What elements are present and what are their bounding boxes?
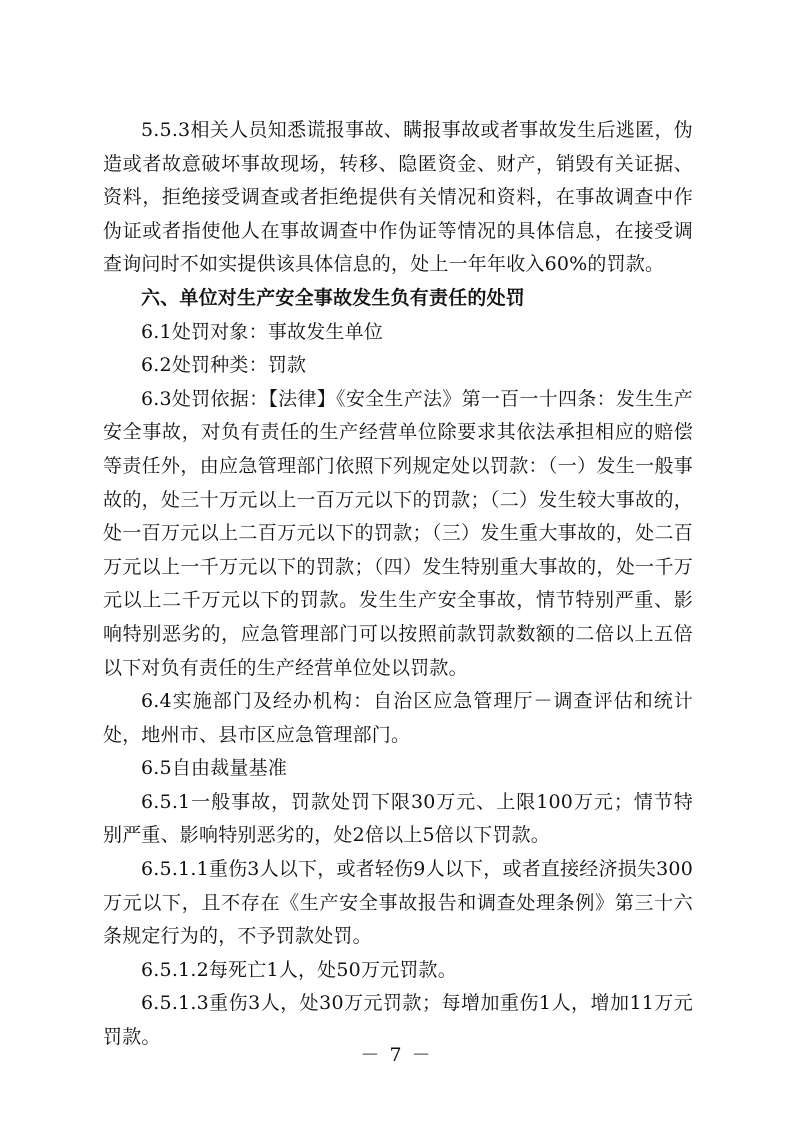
paragraph-6-5-1-2: 6.5.1.2每死亡1人，处50万元罚款。 xyxy=(141,958,457,981)
paragraph-6-4: 6.4实施部门及经办机构：自治区应急管理厅－调查评估和统计处，地州市、县市区应急管理部门。 xyxy=(103,690,693,746)
paragraph-6-1: 6.1处罚对象：事故发生单位 xyxy=(141,320,384,343)
paragraph-5-5-3: 5.5.3相关人员知悉谎报事故、瞒报事故或者事故发生后逃匿，伪造或者故意破坏事故现场，转移、隐匿资金、财产，销毁有关证据、资料，拒绝接受调查或者拒绝提供有关情况和资料，在事故调查中作伪证或者指使他人在事故调查中作伪证等情况的具体信息，在接受调查询问时不如实提供该具体信息的，处上一年年收入60%的罚款。 xyxy=(103,119,693,276)
paragraph-6-5-1-1: 6.5.1.1重伤3人以下，或者轻伤9人以下，或者直接经济损失300万元以下，且不存在《生产安全事故报告和调查处理条例》第三十六条规定行为的，不予罚款处罚。 xyxy=(103,858,693,948)
page-number: － 7 － xyxy=(360,1044,433,1066)
section-6-heading: 六、单位对生产安全事故发生负有责任的处罚 xyxy=(141,286,526,309)
paragraph-6-5-1-3: 6.5.1.3重伤3人，处30万元罚款；每增加重伤1人，增加11万元罚款。 xyxy=(103,992,693,1049)
paragraph-6-5: 6.5自由裁量基准 xyxy=(141,757,288,780)
paragraph-6-5-1: 6.5.1一般事故，罚款处罚下限30万元、上限100万元；情节特别严重、影响特别恶劣的，处2倍以上5倍以下罚款。 xyxy=(103,790,693,847)
paragraph-6-3: 6.3处罚依据：【法律】《安全生产法》第一百一十四条：发生生产安全事故，对负有责任的生产经营单位除要求其依法承担相应的赔偿等责任外，由应急管理部门依照下列规定处以罚款：（一）发生一般事故的，处三十万元以上一百万元以下的罚款；（二）发生较大事故的，处一百万元以上二百万元以下的罚款；（三）发生重大事故的，处二百万元以上一千万元以下的罚款；（四）发生特别重大事故的，处一千万元以上二千万元以下的罚款。发生生产安全事故，情节特别严重、影响特别恶劣的，应急管理部门可以按照前款罚款数额的二倍以上五倍以下对负有责任的生产经营单位处以罚款。 xyxy=(103,387,693,679)
paragraph-6-2: 6.2处罚种类：罚款 xyxy=(141,354,307,377)
document-body xyxy=(103,114,693,1055)
